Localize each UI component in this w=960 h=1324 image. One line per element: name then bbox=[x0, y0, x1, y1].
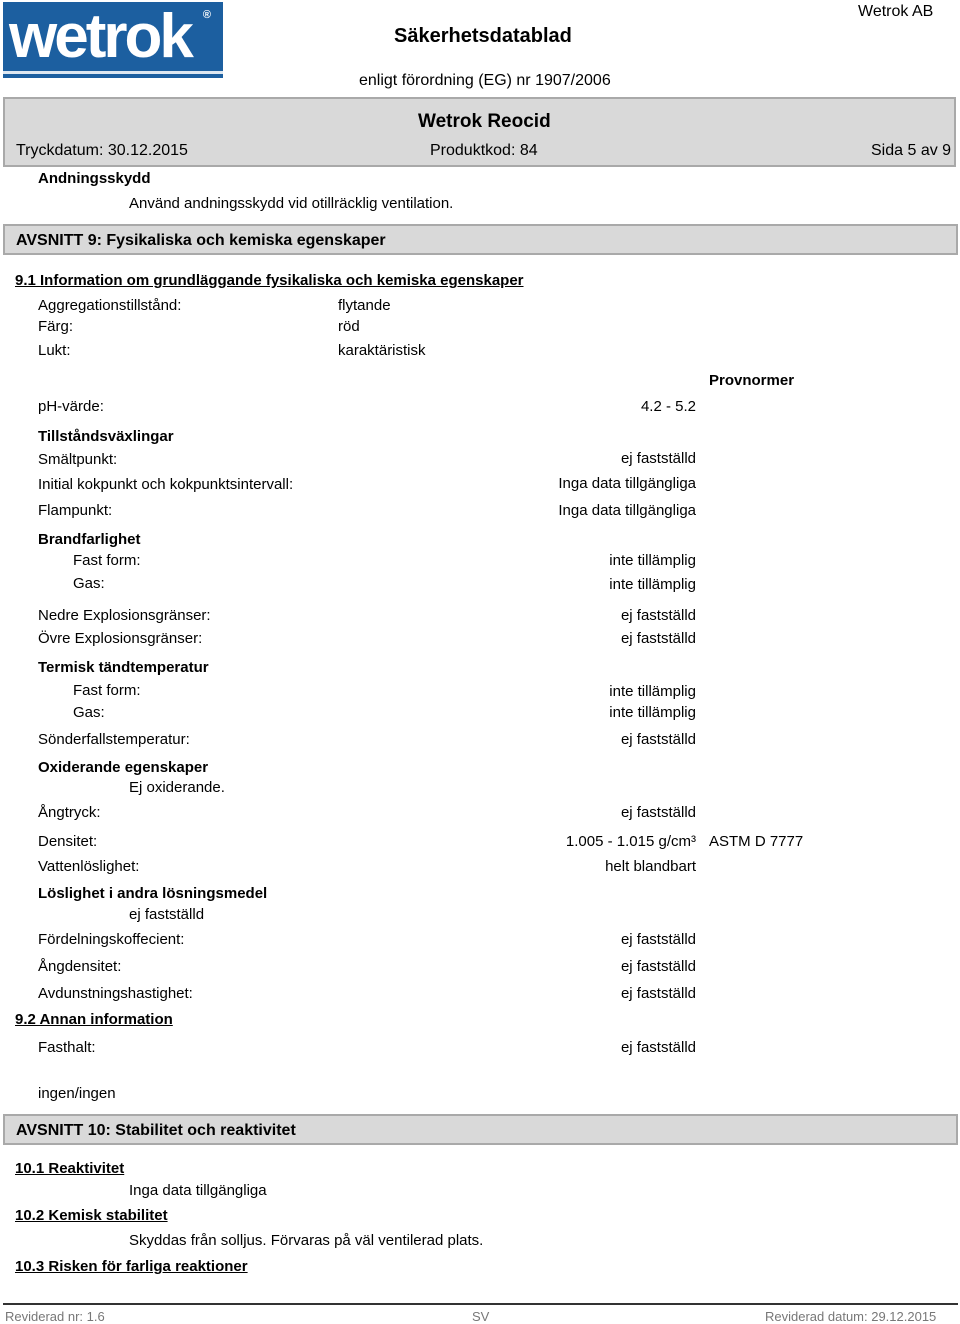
subsection-9-1-title: 9.1 Information om grundläggande fysikaliska och kemiska egenskaper bbox=[15, 272, 524, 289]
test-standards-heading: Provnormer bbox=[709, 372, 795, 389]
boiling-label: Initial kokpunkt och kokpunktsintervall: bbox=[38, 476, 294, 493]
vapor-pressure-label: Ångtryck: bbox=[38, 804, 101, 821]
density-label: Densitet: bbox=[38, 833, 98, 850]
flam-solid-value: inte tillämplig bbox=[609, 552, 696, 569]
respiratory-heading: Andningsskydd bbox=[38, 170, 151, 187]
section-9-header bbox=[3, 224, 958, 255]
company-name: Wetrok AB bbox=[858, 3, 934, 20]
melting-label: Smältpunkt: bbox=[38, 451, 118, 468]
boiling-value: Inga data tillgängliga bbox=[558, 475, 696, 492]
odor-value: karaktäristisk bbox=[338, 342, 426, 359]
decomposition-label: Sönderfallstemperatur: bbox=[38, 731, 190, 748]
product-code: Produktkod: 84 bbox=[430, 142, 538, 159]
phase-changes-heading: Tillståndsväxlingar bbox=[38, 428, 174, 445]
other-solubility-value: ej fastställd bbox=[129, 906, 205, 923]
partition-value: ej fastställd bbox=[620, 931, 696, 948]
density-value: 1.005 - 1.015 g/cm³ bbox=[565, 833, 696, 850]
solids-label: Fasthalt: bbox=[38, 1039, 96, 1056]
logo-registered-mark: ® bbox=[202, 9, 211, 21]
density-standard: ASTM D 7777 bbox=[709, 833, 804, 850]
ign-gas-label: Gas: bbox=[73, 704, 105, 721]
footer-revision: Reviderad nr: 1.6 bbox=[5, 1309, 105, 1324]
evaporation-label: Avdunstningshastighet: bbox=[38, 985, 193, 1002]
solids-value: ej fastställd bbox=[620, 1039, 696, 1056]
section-10-title: AVSNITT 10: Stabilitet och reaktivitet bbox=[16, 1122, 296, 1139]
ign-gas-value: inte tillämplig bbox=[609, 704, 696, 721]
flam-solid-label: Fast form: bbox=[73, 552, 141, 569]
vapor-pressure-value: ej fastställd bbox=[620, 804, 696, 821]
other-info-note: ingen/ingen bbox=[38, 1085, 116, 1102]
subsection-10-1-title: 10.1 Reaktivitet bbox=[15, 1160, 125, 1177]
vapor-density-value: ej fastställd bbox=[620, 958, 696, 975]
subsection-10-3-title: 10.3 Risken för farliga reaktioner bbox=[15, 1258, 248, 1275]
ph-label: pH-värde: bbox=[38, 398, 104, 415]
ph-value: 4.2 - 5.2 bbox=[640, 398, 696, 415]
stability-text: Skyddas från solljus. Förvaras på väl ventilerad plats. bbox=[129, 1232, 484, 1249]
reactivity-text: Inga data tillgängliga bbox=[129, 1182, 267, 1199]
ign-solid-value: inte tillämplig bbox=[609, 683, 696, 700]
flash-value: Inga data tillgängliga bbox=[558, 502, 696, 519]
evaporation-value: ej fastställd bbox=[620, 985, 696, 1002]
subsection-9-2-title: 9.2 Annan information bbox=[15, 1011, 173, 1028]
other-solubility-heading: Löslighet i andra lösningsmedel bbox=[38, 885, 268, 902]
ignition-heading: Termisk tändtemperatur bbox=[38, 659, 209, 676]
water-solubility-label: Vattenlöslighet: bbox=[38, 858, 140, 875]
oxidizing-value: Ej oxiderande. bbox=[129, 779, 225, 796]
footer-divider bbox=[3, 1303, 958, 1305]
respiratory-text: Använd andningsskydd vid otillräcklig ventilation. bbox=[129, 195, 454, 212]
section-9-title: AVSNITT 9: Fysikaliska och kemiska egenskaper bbox=[16, 232, 386, 249]
page-number: Sida 5 av 9 bbox=[871, 142, 952, 159]
partition-label: Fördelningskoffecient: bbox=[38, 931, 185, 948]
flam-gas-value: inte tillämplig bbox=[609, 576, 696, 593]
section-10-header bbox=[3, 1114, 958, 1145]
vapor-density-label: Ångdensitet: bbox=[38, 958, 122, 975]
footer-revised-date: Reviderad datum: 29.12.2015 bbox=[765, 1309, 937, 1324]
upper-explosion-value: ej fastställd bbox=[620, 630, 696, 647]
aggregation-value: flytande bbox=[338, 297, 391, 314]
flam-gas-label: Gas: bbox=[73, 575, 105, 592]
flammability-heading: Brandfarlighet bbox=[38, 531, 141, 548]
subsection-10-2-title: 10.2 Kemisk stabilitet bbox=[15, 1207, 168, 1224]
melting-value: ej fastställd bbox=[620, 450, 696, 467]
lower-explosion-label: Nedre Explosionsgränser: bbox=[38, 607, 211, 624]
footer-language: SV bbox=[472, 1309, 490, 1324]
flash-label: Flampunkt: bbox=[38, 502, 113, 519]
logo-wordmark: wetrok bbox=[9, 2, 191, 71]
color-value: röd bbox=[338, 318, 360, 335]
color-label: Färg: bbox=[38, 318, 74, 335]
decomposition-value: ej fastställd bbox=[620, 731, 696, 748]
water-solubility-value: helt blandbart bbox=[605, 858, 696, 875]
product-name: Wetrok Reocid bbox=[418, 111, 551, 132]
regulation-text: enligt förordning (EG) nr 1907/2006 bbox=[359, 72, 611, 89]
aggregation-label: Aggregationstillstånd: bbox=[38, 297, 182, 314]
ign-solid-label: Fast form: bbox=[73, 682, 141, 699]
odor-label: Lukt: bbox=[38, 342, 71, 359]
document-title: Säkerhetsdatablad bbox=[394, 25, 572, 47]
lower-explosion-value: ej fastställd bbox=[620, 607, 696, 624]
print-date: Tryckdatum: 30.12.2015 bbox=[16, 142, 188, 159]
logo-underline bbox=[3, 71, 223, 74]
upper-explosion-label: Övre Explosionsgränser: bbox=[38, 630, 203, 647]
company-logo bbox=[3, 2, 223, 78]
oxidizing-heading: Oxiderande egenskaper bbox=[38, 759, 209, 776]
